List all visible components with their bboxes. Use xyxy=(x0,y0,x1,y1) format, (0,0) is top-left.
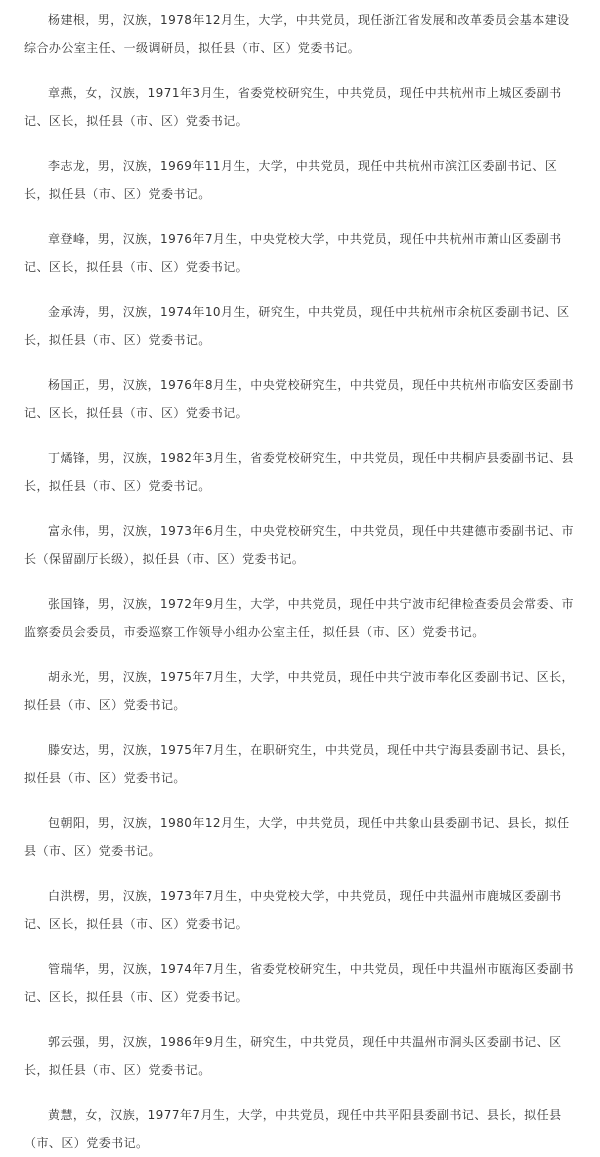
paragraph-teng-anda: 滕安达，男，汉族，1975年7月生，在职研究生，中共党员，现任中共宁海县委副书记、县长，拟任县（市、区）党委书记。 xyxy=(24,743,574,785)
paragraph-bao-chaoyang: 包朝阳，男，汉族，1980年12月生，大学，中共党员，现任中共象山县委副书记、县长，拟任县（市、区）党委书记。 xyxy=(24,816,570,858)
paragraph-ding-yufeng: 丁燏锋，男，汉族，1982年3月生，省委党校研究生，中共党员，现任中共桐庐县委副书记、县长，拟任县（市、区）党委书记。 xyxy=(24,451,574,493)
paragraph-fu-yongwei: 富永伟，男，汉族，1973年6月生，中央党校研究生，中共党员，现任中共建德市委副书记、市长（保留副厅长级），拟任县（市、区）党委书记。 xyxy=(24,524,574,566)
paragraph-guo-yunqiang: 郭云强，男，汉族，1986年9月生，研究生，中共党员，现任中共温州市洞头区委副书记、区长，拟任县（市、区）党委书记。 xyxy=(24,1035,562,1077)
paragraph-zhang-guofeng: 张国锋，男，汉族，1972年9月生，大学，中共党员，现任中共宁波市纪律检查委员会常委、市监察委员会委员，市委巡察工作领导小组办公室主任，拟任县（市、区）党委书记。 xyxy=(24,597,574,639)
paragraph-huang-hui: 黄慧，女，汉族，1977年7月生，大学，中共党员，现任中共平阳县委副书记、县长，拟任县（市、区）党委书记。 xyxy=(24,1108,562,1150)
paragraph-jin-chengtao: 金承涛，男，汉族，1974年10月生，研究生，中共党员，现任中共杭州市余杭区委副书记、区长，拟任县（市、区）党委书记。 xyxy=(24,305,570,347)
paragraph-yang-guozheng: 杨国正，男，汉族，1976年8月生，中央党校研究生，中共党员，现任中共杭州市临安区委副书记、区长，拟任县（市、区）党委书记。 xyxy=(24,378,574,420)
paragraph-zhang-dengfeng: 章登峰，男，汉族，1976年7月生，中央党校大学，中共党员，现任中共杭州市萧山区委副书记、区长，拟任县（市、区）党委书记。 xyxy=(24,232,562,274)
paragraph-yang-jiangen: 杨建根，男，汉族，1978年12月生，大学，中共党员，现任浙江省发展和改革委员会基本建设综合办公室主任、一级调研员，拟任县（市、区）党委书记。 xyxy=(24,13,570,55)
paragraph-guan-ruihua: 管瑞华，男，汉族，1974年7月生，省委党校研究生，中共党员，现任中共温州市瓯海区委副书记、区长，拟任县（市、区）党委书记。 xyxy=(24,962,574,1004)
paragraph-bai-honglai: 白洪楞，男，汉族，1973年7月生，中央党校大学，中共党员，现任中共温州市鹿城区委副书记、区长，拟任县（市、区）党委书记。 xyxy=(24,889,562,931)
paragraph-hu-yongguang: 胡永光，男，汉族，1975年7月生，大学，中共党员，现任中共宁波市奉化区委副书记、区长，拟任县（市、区）党委书记。 xyxy=(24,670,574,712)
paragraph-li-zhilong: 李志龙，男，汉族，1969年11月生，大学，中共党员，现任中共杭州市滨江区委副书记、区长，拟任县（市、区）党委书记。 xyxy=(24,159,558,201)
paragraph-zhang-yan: 章燕，女，汉族，1971年3月生，省委党校研究生，中共党员，现任中共杭州市上城区委副书记、区长，拟任县（市、区）党委书记。 xyxy=(24,86,562,128)
